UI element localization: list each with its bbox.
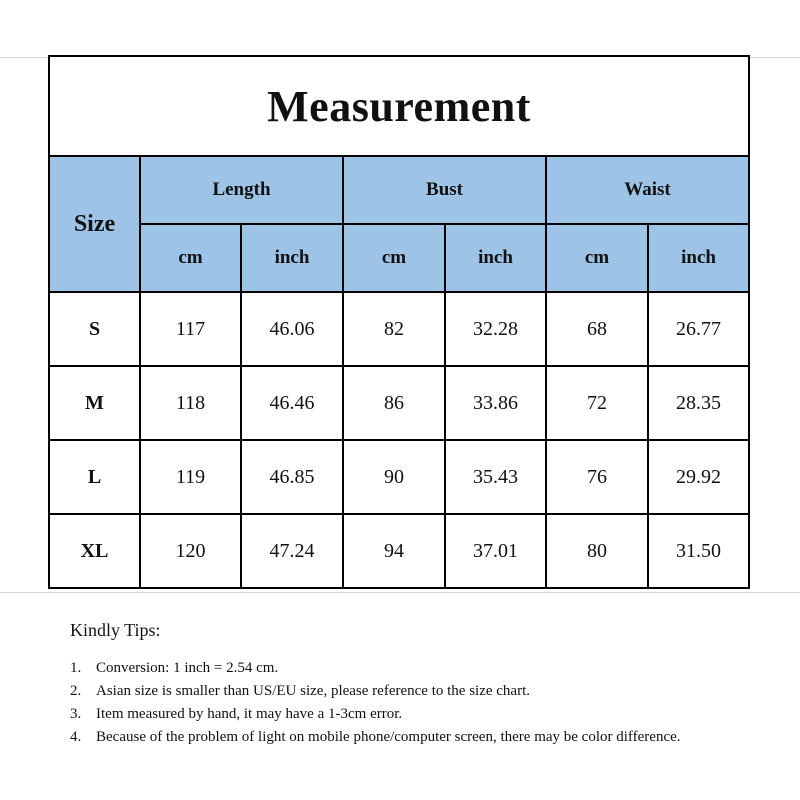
table-cell: 33.86 bbox=[445, 366, 546, 440]
tip-item bbox=[70, 680, 690, 703]
size-label: XL bbox=[49, 514, 140, 588]
tip-item bbox=[70, 726, 690, 749]
table-cell: 32.28 bbox=[445, 292, 546, 366]
table-cell: 120 bbox=[140, 514, 241, 588]
table-title: Measurement bbox=[49, 56, 749, 156]
tip-item bbox=[70, 703, 690, 726]
divider-line bbox=[748, 57, 800, 58]
tip-text: Because of the problem of light on mobile phone/computer screen, there may be color difference. bbox=[96, 729, 681, 745]
table-cell: 35.43 bbox=[445, 440, 546, 514]
length-header: Length bbox=[140, 156, 343, 224]
tip-item bbox=[70, 657, 690, 680]
size-label: S bbox=[49, 292, 140, 366]
table-cell: 117 bbox=[140, 292, 241, 366]
table-row bbox=[49, 514, 749, 588]
tip-number: 1. bbox=[70, 660, 82, 676]
tip-number: 4. bbox=[70, 729, 82, 745]
tip-text: Asian size is smaller than US/EU size, please reference to the size chart. bbox=[96, 683, 530, 699]
table-cell: 28.35 bbox=[648, 366, 749, 440]
table-cell: 37.01 bbox=[445, 514, 546, 588]
table-cell: 46.85 bbox=[241, 440, 343, 514]
tips-list bbox=[70, 657, 690, 749]
table-cell: 31.50 bbox=[648, 514, 749, 588]
table-cell: 94 bbox=[343, 514, 445, 588]
waist-header: Waist bbox=[546, 156, 749, 224]
table-cell: 119 bbox=[140, 440, 241, 514]
table-cell: 86 bbox=[343, 366, 445, 440]
table-cell: 80 bbox=[546, 514, 648, 588]
table-cell: 68 bbox=[546, 292, 648, 366]
table-cell: 29.92 bbox=[648, 440, 749, 514]
tips-section bbox=[70, 620, 690, 749]
bust-header: Bust bbox=[343, 156, 546, 224]
tips-title: Kindly Tips: bbox=[70, 620, 161, 640]
table-cell: 46.46 bbox=[241, 366, 343, 440]
table-row bbox=[49, 366, 749, 440]
table-cell: 46.06 bbox=[241, 292, 343, 366]
table-row bbox=[49, 292, 749, 366]
divider-line bbox=[0, 57, 48, 58]
size-label: L bbox=[49, 440, 140, 514]
table-cell: 82 bbox=[343, 292, 445, 366]
unit-header: inch bbox=[241, 224, 343, 292]
tip-number: 3. bbox=[70, 706, 82, 722]
divider-line bbox=[0, 592, 800, 593]
tip-text: Conversion: 1 inch = 2.54 cm. bbox=[96, 660, 279, 676]
table-cell: 47.24 bbox=[241, 514, 343, 588]
size-column-header: Size bbox=[49, 156, 140, 292]
table-cell: 90 bbox=[343, 440, 445, 514]
table-cell: 26.77 bbox=[648, 292, 749, 366]
unit-header: cm bbox=[140, 224, 241, 292]
unit-header: inch bbox=[445, 224, 546, 292]
unit-header: cm bbox=[546, 224, 648, 292]
table-cell: 76 bbox=[546, 440, 648, 514]
table-cell: 118 bbox=[140, 366, 241, 440]
tip-text: Item measured by hand, it may have a 1-3cm error. bbox=[96, 706, 403, 722]
unit-header: cm bbox=[343, 224, 445, 292]
table-row bbox=[49, 440, 749, 514]
table-cell: 72 bbox=[546, 366, 648, 440]
tip-number: 2. bbox=[70, 683, 82, 699]
unit-header: inch bbox=[648, 224, 749, 292]
size-label: M bbox=[49, 366, 140, 440]
measurement-table bbox=[48, 55, 750, 589]
